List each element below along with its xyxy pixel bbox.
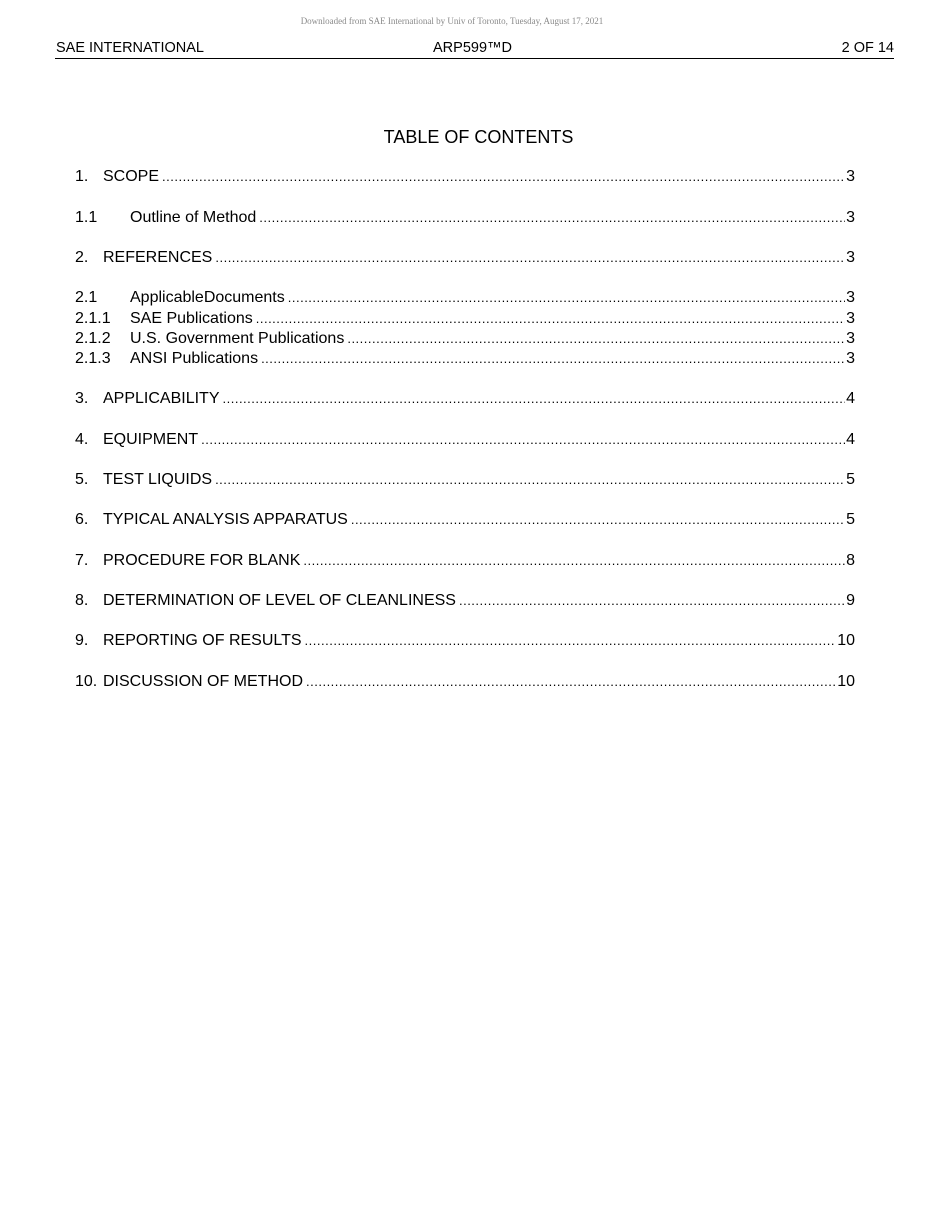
- toc-entry-number: 2.1.3: [75, 350, 111, 367]
- header-organization: SAE INTERNATIONAL: [56, 40, 204, 56]
- toc-entry-page: 3: [846, 330, 855, 347]
- header-page-number: 2 OF 14: [841, 40, 894, 56]
- toc-entry-number: 8.: [75, 592, 89, 609]
- toc-entry-title: DISCUSSION OF METHOD: [103, 673, 304, 690]
- toc-dot-leader: [215, 248, 845, 268]
- toc-entry[interactable]: [75, 470, 855, 490]
- toc-entry-title: Outline of Method: [130, 209, 257, 226]
- toc-entry-number: 5.: [75, 471, 89, 488]
- toc-entry-title: EQUIPMENT: [103, 431, 199, 448]
- toc-entry-number: 2.1.1: [75, 310, 111, 327]
- toc-entry-number: 2.1: [75, 289, 98, 306]
- toc-entry[interactable]: [75, 430, 855, 450]
- toc-entry-number: 1.: [75, 168, 89, 185]
- toc-entry[interactable]: [75, 672, 855, 692]
- toc-entry-title: ANSI Publications: [130, 350, 259, 367]
- toc-dot-leader: [347, 329, 845, 349]
- toc-entry-page: 3: [846, 289, 855, 306]
- toc-entry-title: DETERMINATION OF LEVEL OF CLEANLINESS: [103, 592, 456, 609]
- toc-dot-leader: [162, 167, 845, 187]
- toc-dot-leader: [261, 349, 845, 369]
- toc-entry-title: SCOPE: [103, 168, 160, 185]
- toc-dot-leader: [259, 208, 845, 228]
- toc-entry-page: 4: [846, 390, 855, 407]
- toc-entry-number: 2.1.2: [75, 330, 111, 347]
- toc-dot-leader: [215, 470, 845, 490]
- download-watermark: Downloaded from SAE International by Univ of Toronto, Tuesday, August 17, 2021: [300, 16, 604, 26]
- toc-entry-page: 8: [846, 552, 855, 569]
- toc-entry-number: 7.: [75, 552, 89, 569]
- toc-entry-page: 3: [846, 249, 855, 266]
- toc-entry-page: 3: [846, 310, 855, 327]
- toc-entry-title: REFERENCES: [103, 249, 213, 266]
- toc-dot-leader: [305, 631, 837, 651]
- toc-entry[interactable]: [75, 248, 855, 268]
- header-document-id: ARP599™D: [433, 40, 512, 56]
- toc-entry-number: 10.: [75, 673, 98, 690]
- toc-entry-title: REPORTING OF RESULTS: [103, 632, 302, 649]
- table-of-contents: [75, 0, 855, 700]
- toc-entry-number: 6.: [75, 511, 89, 528]
- toc-entry[interactable]: [75, 288, 855, 308]
- toc-dot-leader: [306, 672, 836, 692]
- toc-entry[interactable]: [75, 591, 855, 611]
- toc-entry[interactable]: [75, 208, 855, 228]
- toc-entry-page: 3: [846, 168, 855, 185]
- toc-entry-title: TYPICAL ANALYSIS APPARATUS: [103, 511, 348, 528]
- toc-dot-leader: [459, 591, 845, 611]
- toc-dot-leader: [201, 430, 845, 450]
- toc-entry-number: 1.1: [75, 209, 98, 226]
- toc-entry[interactable]: [75, 329, 855, 349]
- toc-entry-number: 9.: [75, 632, 89, 649]
- toc-entry-page: 10: [837, 673, 855, 690]
- toc-entry-page: 5: [846, 511, 855, 528]
- toc-entry-title: APPLICABILITY: [103, 390, 220, 407]
- toc-entry[interactable]: [75, 551, 855, 571]
- toc-entry[interactable]: [75, 389, 855, 409]
- toc-dot-leader: [256, 309, 845, 329]
- toc-dot-leader: [288, 288, 845, 308]
- toc-entry[interactable]: [75, 510, 855, 530]
- toc-entry-title: TEST LIQUIDS: [103, 471, 213, 488]
- toc-entry-title: ApplicableDocuments: [130, 289, 285, 306]
- toc-dot-leader: [223, 389, 846, 409]
- toc-title: TABLE OF CONTENTS: [383, 127, 574, 147]
- toc-entry[interactable]: [75, 309, 855, 329]
- toc-dot-leader: [351, 510, 845, 530]
- toc-entry-page: 9: [846, 592, 855, 609]
- toc-entry-number: 2.: [75, 249, 89, 266]
- toc-entry-title: PROCEDURE FOR BLANK: [103, 552, 301, 569]
- toc-entry-page: 10: [837, 632, 855, 649]
- toc-entry-number: 4.: [75, 431, 89, 448]
- toc-entry-page: 5: [846, 471, 855, 488]
- toc-entry-page: 4: [846, 431, 855, 448]
- toc-entry[interactable]: [75, 349, 855, 369]
- toc-entry-page: 3: [846, 209, 855, 226]
- toc-entry[interactable]: [75, 631, 855, 651]
- toc-entry-title: SAE Publications: [130, 310, 253, 327]
- toc-entry-page: 3: [846, 350, 855, 367]
- toc-dot-leader: [303, 551, 845, 571]
- toc-entry-number: 3.: [75, 390, 89, 407]
- toc-entry-title: U.S. Government Publications: [130, 330, 345, 347]
- toc-entry[interactable]: [75, 167, 855, 187]
